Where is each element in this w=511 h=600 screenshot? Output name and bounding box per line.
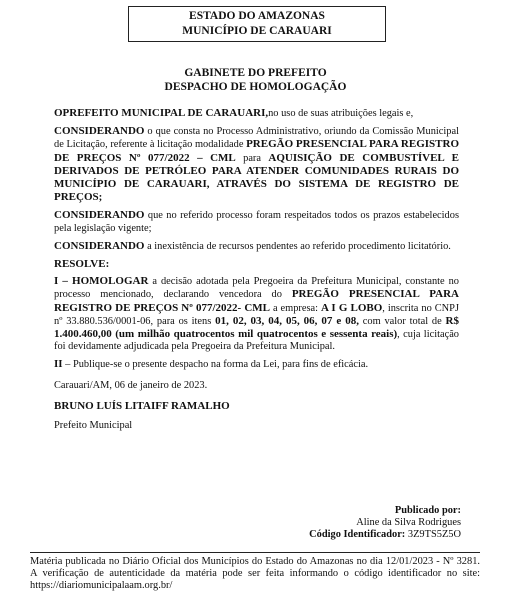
item-1-pregao: PREGÃO PRESENCIAL PARA REGISTRO DE PREÇOS Nº 077/2022- CML (54, 288, 459, 314)
document-body (54, 107, 459, 437)
considerando-text: a inexistência de recursos pendentes ao referido procedimento licitatório. (144, 240, 451, 252)
item-1-text-5: , cuja licitação foi devidamente adjudicada pela Pregoeira da Prefeitura Municipal. (54, 329, 459, 353)
footer-divider (30, 552, 480, 553)
item-1-text-4: com valor total de (358, 315, 446, 327)
footer-note: Matéria publicada no Diário Oficial dos Municípios do Estado do Amazonas no dia 12/01/2023 - Nº 3281. A verificação de autenticidade da matéria pode ser feita informando o código identificador no site: https://diariomunicipalaam.org.br/ (30, 556, 480, 591)
considerando-text: que no referido processo foram respeitados todos os prazos estabelecidos pela legislação vigente; (54, 210, 459, 234)
resolve-heading: RESOLVE: (54, 258, 110, 271)
object-description: AQUISIÇÃO DE COMBUSTÍVEL E DERIVADOS DE PETRÓLEO PARA ATENDER COMUNIDADES RURAIS DO MUNICÍPIO DE CARAUARI, ATRAVÉS DO SISTEMA DE REGISTRO DE PREÇOS; (54, 151, 460, 204)
document-title: DESPACHO DE HOMOLOGAÇÃO (164, 81, 347, 93)
considerando-label: CONSIDERANDO (54, 125, 145, 138)
item-2-lead: II (54, 358, 63, 371)
item-1-text: a decisão adotada pela Pregoeira da Prefeitura Municipal, constante no processo mencionado, declarando vencedora do (54, 276, 459, 301)
item-1 (54, 275, 459, 353)
municipality-name: MUNICÍPIO DE CARAUARI (182, 25, 332, 37)
published-by-label: Publicado por: (394, 505, 461, 516)
intro-bold: OPREFEITO MUNICIPAL DE CARAUARI, (54, 107, 269, 119)
publisher-name: Aline da Silva Rodrigues (356, 517, 461, 528)
pregao-reference: PREGÃO PRESENCIAL PARA REGISTRO DE PREÇOS Nº 077/2022 – CML (54, 138, 460, 164)
considerando-1 (54, 125, 459, 204)
item-1-lead: I – HOMOLOGAR (54, 275, 149, 288)
intro-text: no uso de suas atribuições legais e, (268, 108, 414, 119)
winner-company: A I G LOBO (320, 301, 383, 314)
considerando-label: CONSIDERANDO (54, 209, 145, 222)
identifier-label: Código Identificador: (309, 529, 406, 540)
item-list: 01, 02, 03, 04, 05, 06, 07 e 08, (215, 314, 359, 327)
header-box (128, 6, 386, 42)
signer-role: Prefeito Municipal (54, 420, 133, 432)
considerando-label: CONSIDERANDO (54, 239, 145, 252)
considerando-text: o que consta no Processo Administrativo, oriundo da Comissão Municipal de Licitação, referente à licitação modalidade (54, 126, 459, 151)
state-name: ESTADO DO AMAZONAS (189, 10, 325, 22)
office-title: GABINETE DO PREFEITO (184, 67, 327, 79)
intro-paragraph (54, 107, 459, 120)
signer-name: BRUNO LUÍS LITAIFF RAMALHO (54, 399, 230, 412)
considerando-2 (54, 209, 459, 234)
item-2 (54, 358, 459, 371)
considerando-text-2: para (235, 152, 269, 164)
item-1-text-3: , inscrita no CNPJ nº 33.880.536/0001-06, para os itens (54, 302, 459, 327)
identifier-line (309, 529, 461, 541)
item-2-text: – Publique-se o presente despacho na forma da Lei, para fins de eficácia. (62, 359, 369, 371)
item-1-text-2: a empresa: (269, 302, 321, 314)
place-date: Carauari/AM, 06 de janeiro de 2023. (54, 379, 208, 391)
identifier-code: 3Z9TS5Z5O (407, 529, 461, 540)
publication-info (309, 505, 461, 541)
considerando-3 (54, 240, 459, 253)
total-value: R$ 1.400.460,00 (um milhão quatrocentos mil quatrocentos e sessenta reais) (54, 314, 459, 341)
